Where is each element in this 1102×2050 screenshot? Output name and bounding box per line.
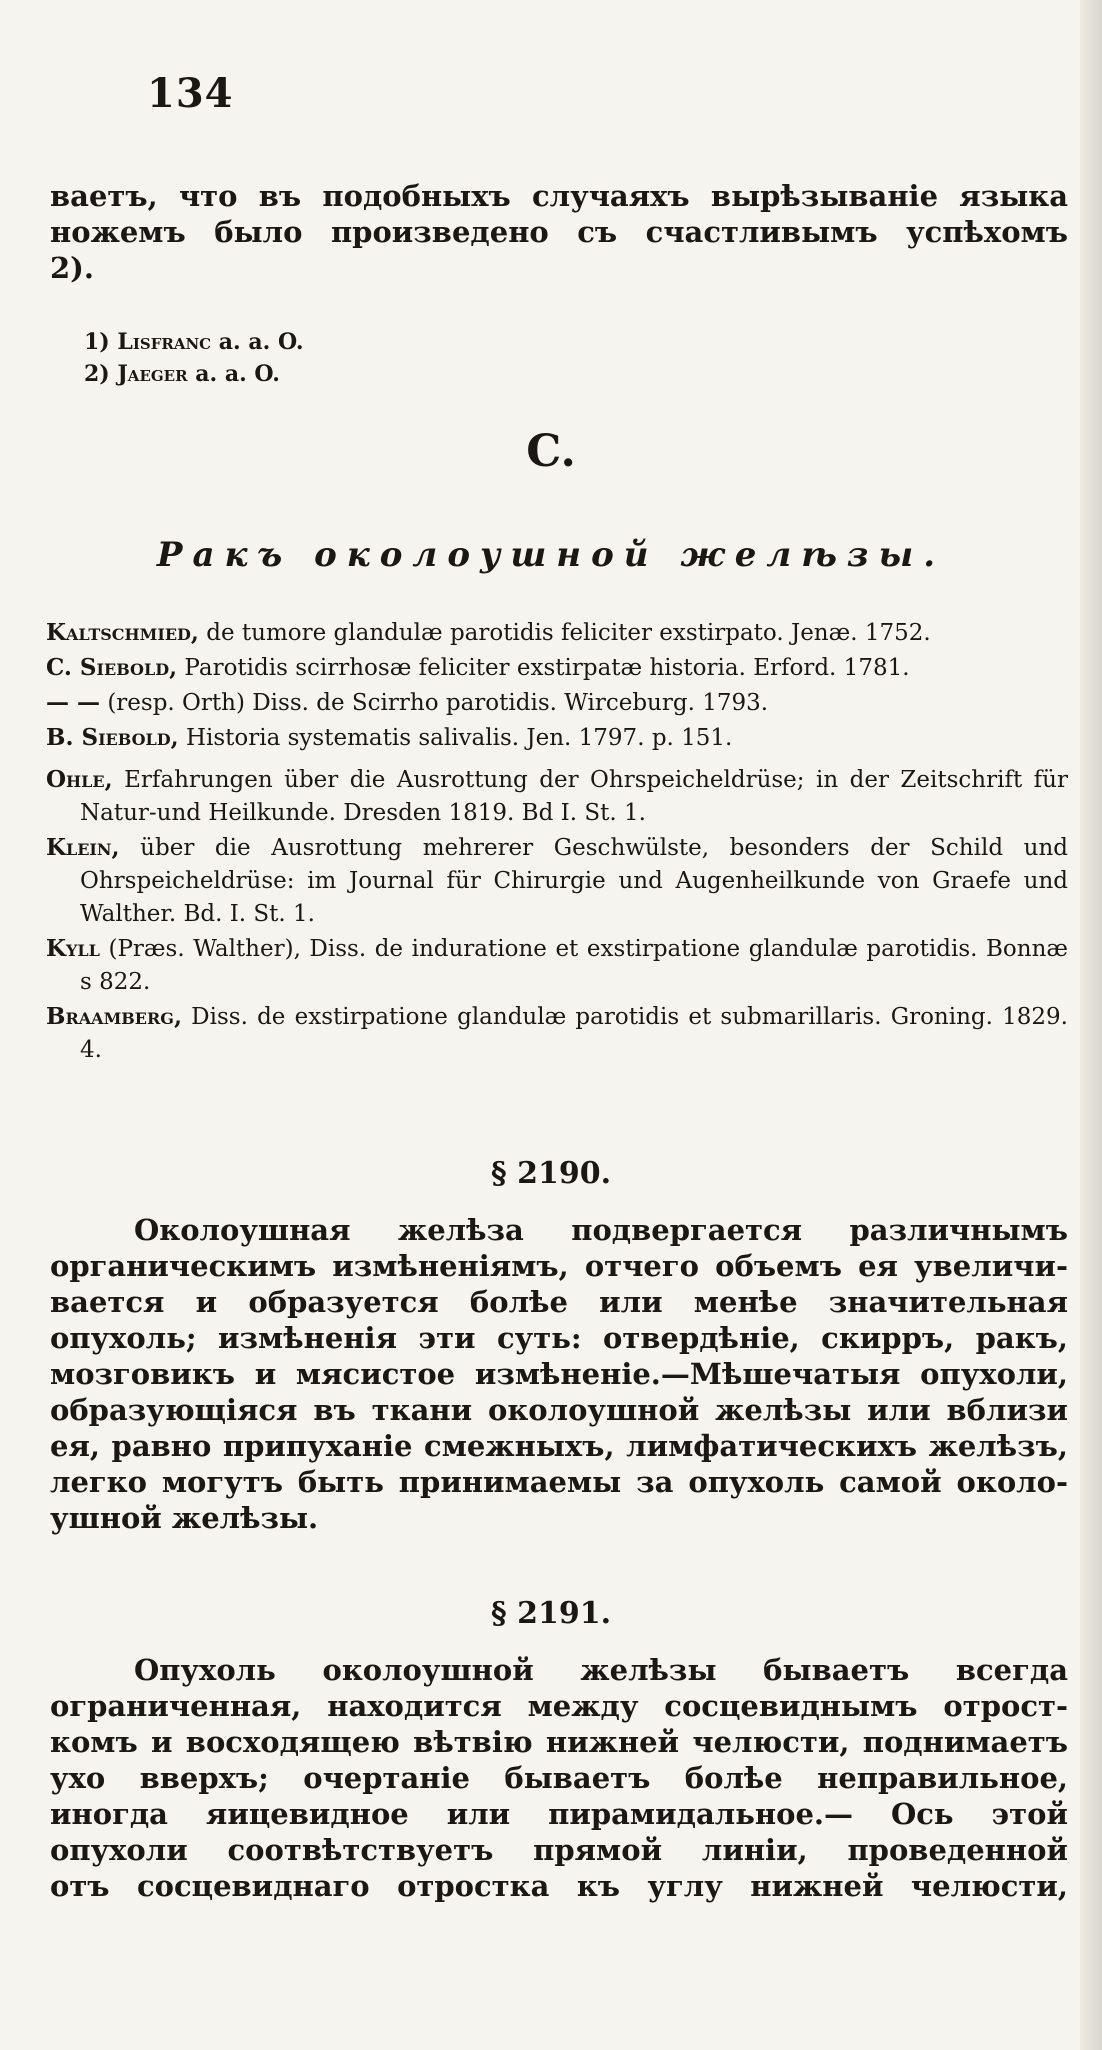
chapter-title: Ракъ околоушной желѣзы. xyxy=(156,535,946,575)
bibliography-entry xyxy=(46,1000,1068,1067)
footnote-number: 1) xyxy=(84,329,110,355)
page-number: 134 xyxy=(147,70,234,117)
bibliography xyxy=(46,616,1068,1067)
ref-text: Historia systematis salivalis. Jen. 1797. p. 151. xyxy=(185,725,733,751)
ref-author: — — xyxy=(46,689,101,716)
bibliography-entry xyxy=(46,721,1068,755)
text-line: опухоли соотвѣтствуетъ прямой линіи, проведенной xyxy=(50,1833,1068,1867)
section-heading: § 2190. xyxy=(490,1156,612,1191)
text-line: отъ сосцевиднаго отростка къ углу нижней челюсти, xyxy=(50,1869,1068,1903)
text-line: комъ и восходящею вѣтвію нижней челюсти, поднимаетъ xyxy=(50,1725,1068,1759)
ref-author: Ohle, xyxy=(46,766,113,793)
ref-text: Parotidis scirrhosæ feliciter exstirpatæ historia. Erford. 1781. xyxy=(184,655,910,681)
text-line: ножемъ было произведено съ счастливымъ успѣхомъ xyxy=(50,215,1068,249)
ref-author: Klein, xyxy=(46,834,120,861)
ref-text: (resp. Orth) Diss. de Scirrho parotidis. Wirceburg. 1793. xyxy=(107,690,769,716)
footnote xyxy=(84,326,303,358)
footnote-number: 2) xyxy=(84,361,110,387)
text-line: ушной желѣзы. xyxy=(50,1501,319,1535)
footnote-text: a. a. O. xyxy=(218,329,304,355)
footnote-author: Lisfranc xyxy=(117,329,212,355)
text-line: иногда яицевидное или пирамидальное.— Ось этой xyxy=(50,1797,1068,1831)
text-line: легко могутъ быть принимаемы за опухоль самой около- xyxy=(50,1465,1068,1499)
footnote-author: Jaeger xyxy=(117,361,188,387)
text-line: Околоушная желѣза подвергается различнымъ xyxy=(134,1213,1068,1247)
bibliography-entry xyxy=(46,763,1068,830)
text-line: ограниченная, находится между сосцевиднымъ отрост- xyxy=(50,1689,1068,1723)
section-heading: § 2191. xyxy=(490,1596,612,1631)
ref-author: Kyll xyxy=(46,935,100,962)
section-2190-paragraph xyxy=(50,1212,1068,1536)
section-2191-paragraph xyxy=(50,1652,1068,1904)
bibliography-entry xyxy=(46,932,1068,999)
ref-author: Braamberg, xyxy=(46,1003,182,1030)
bibliography-entry xyxy=(46,616,1068,650)
text-line: ухо вверхъ; очертаніе бываетъ болѣе неправильное, xyxy=(50,1761,1068,1795)
text-line: ея, равно припуханіе смежныхъ, лимфатическихъ желѣзъ, xyxy=(50,1429,1068,1463)
ref-text: de tumore glandulæ parotidis feliciter exstirpato. Jenæ. 1752. xyxy=(206,620,931,646)
text-line: мозговикъ и мясистое измѣненіе.—Мѣшечатыя опухоли, xyxy=(50,1357,1068,1391)
text-line: Опухоль околоушной желѣзы бываетъ всегда xyxy=(134,1653,1068,1687)
footnote-text: a. a. O. xyxy=(195,361,280,387)
ref-text: über die Ausrottung mehrerer Geschwülste, besonders der Schild und Ohrspeicheldrüse: im Journal für Chirurgie und Augenheilkunde von Graefe und Walther. Bd. I. St. 1. xyxy=(80,835,1068,927)
footnote xyxy=(84,358,280,390)
ref-text: (Præs. Walther), Diss. de induratione et exstirpatione glandulæ parotidis. Bonnæ s 822. xyxy=(80,936,1068,995)
text-line: органическимъ измѣненіямъ, отчего объемъ ея увеличи- xyxy=(50,1249,1068,1283)
bibliography-entry xyxy=(46,651,1068,685)
bibliography-entry xyxy=(46,686,1068,720)
ref-author: B. Siebold, xyxy=(46,724,179,751)
ref-text: Erfahrungen über die Ausrottung der Ohrspeicheldrüse; in der Zeitschrift für Natur-und Heilkunde. Dresden 1819. Bd I. St. 1. xyxy=(80,767,1068,826)
text-line: опухоль; измѣненія эти суть: отвердѣніе, скирръ, ракъ, xyxy=(50,1321,1068,1355)
ref-author: C. Siebold, xyxy=(46,654,178,681)
continued-paragraph xyxy=(50,178,1068,286)
ref-author: Kaltschmied, xyxy=(46,619,199,646)
text-line: вается и образуется болѣе или менѣе значительная xyxy=(50,1285,1068,1319)
ref-text: Diss. de exstirpatione glandulæ parotidis et submarillaris. Groning. 1829. 4. xyxy=(80,1004,1068,1063)
section-letter: C. xyxy=(526,426,576,477)
text-line: образующіяся въ ткани околоушной желѣзы или вблизи xyxy=(50,1393,1068,1427)
bibliography-entry xyxy=(46,831,1068,931)
text-line: ваетъ, что въ подобныхъ случаяхъ вырѣзываніе языка xyxy=(50,179,1068,213)
text-line: 2). xyxy=(50,251,94,285)
